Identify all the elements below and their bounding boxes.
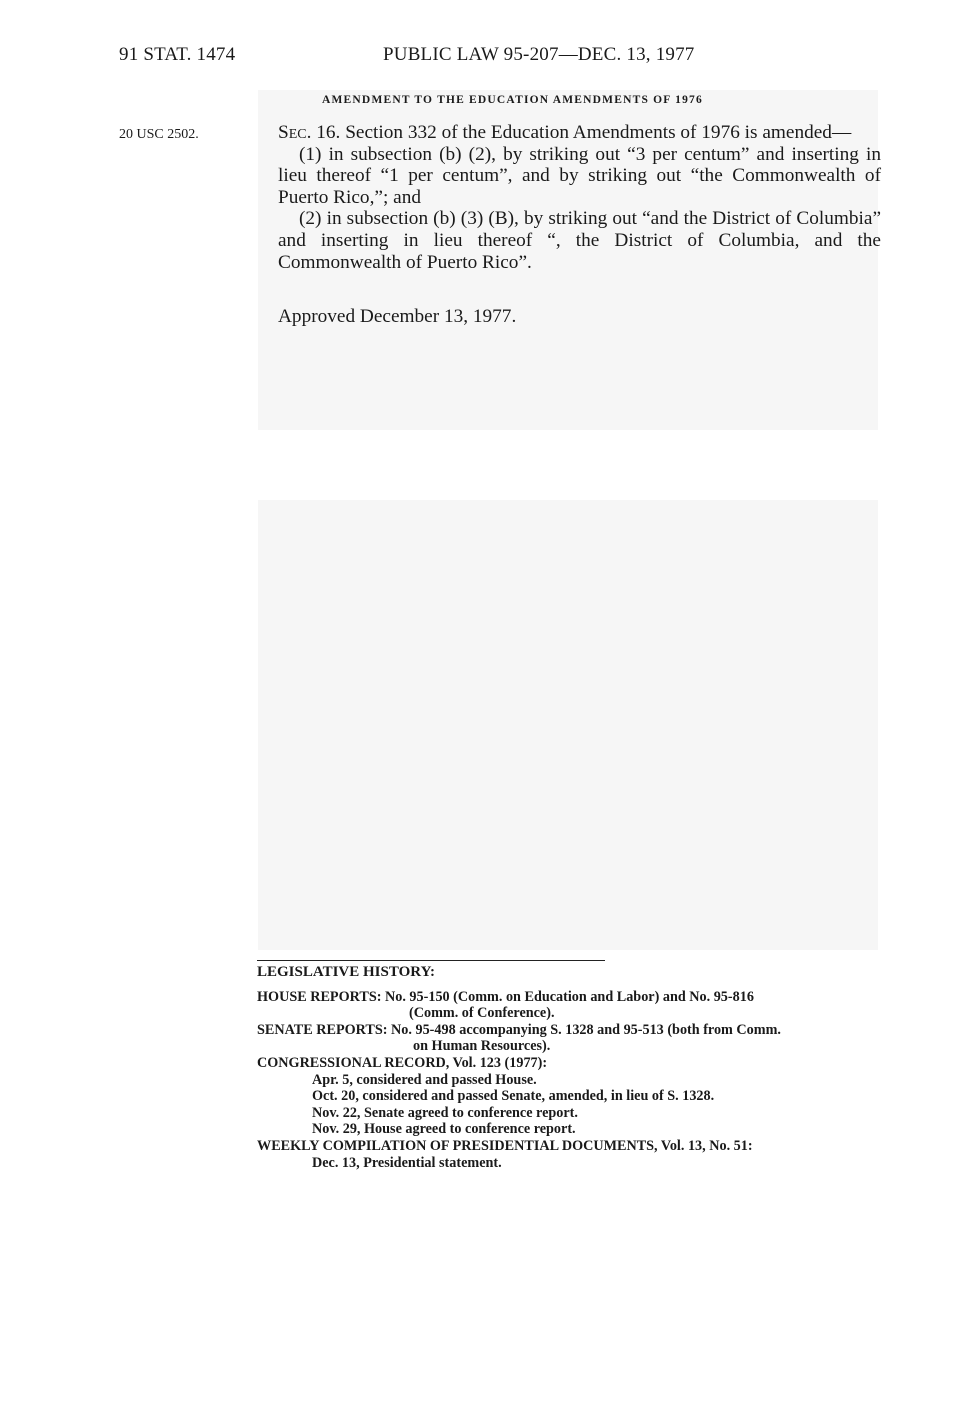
bleed-through-shadow <box>258 500 878 950</box>
weekly-compilation: WEEKLY COMPILATION OF PRESIDENTIAL DOCUMENTS, Vol. 13, No. 51: <box>257 1137 753 1154</box>
history-divider <box>257 960 605 961</box>
record-entry: Apr. 5, considered and passed House. <box>312 1071 537 1088</box>
amendment-item-2: (2) in subsection (b) (3) (B), by striking out “and the District of Columbia” and inserting in lieu thereof “, the District of Columbia, and the Commonwealth of Puerto Rico”. <box>278 208 881 273</box>
senate-reports: SENATE REPORTS: No. 95-498 accompanying S. 1328 and 95-513 (both from Comm. <box>257 1021 781 1038</box>
section-text: Section 332 of the Education Amendments of 1976 is amended— <box>345 122 852 143</box>
approval-date: Approved December 13, 1977. <box>278 306 517 327</box>
amendment-item-1: (1) in subsection (b) (2), by striking out “3 per centum” and inserting in lieu thereof “1 per centum”, and by striking out “the Commonwealth of Puerto Rico,”; and <box>278 143 881 208</box>
house-reports: HOUSE REPORTS: No. 95-150 (Comm. on Education and Labor) and No. 95-816 <box>257 988 754 1005</box>
record-entry: Nov. 29, House agreed to conference report. <box>312 1121 576 1138</box>
section-label: Sec. 16. <box>278 122 341 143</box>
congressional-record: CONGRESSIONAL RECORD, Vol. 123 (1977): <box>257 1054 548 1071</box>
house-reports-continued: (Comm. of Conference). <box>409 1005 555 1022</box>
senate-reports-continued: on Human Resources). <box>413 1038 551 1055</box>
record-entry: Nov. 22, Senate agreed to conference report. <box>312 1104 578 1121</box>
section-body <box>257 122 881 273</box>
running-head: PUBLIC LAW 95-207—DEC. 13, 1977 <box>383 44 695 65</box>
section-heading: AMENDMENT TO THE EDUCATION AMENDMENTS OF 1976 <box>322 94 703 106</box>
weekly-compilation-entry: Dec. 13, Presidential statement. <box>312 1154 502 1171</box>
margin-citation: 20 USC 2502. <box>119 127 199 142</box>
history-title: LEGISLATIVE HISTORY: <box>257 964 436 980</box>
legislative-history <box>257 964 882 1171</box>
stat-page-number: 91 STAT. 1474 <box>119 44 236 65</box>
record-entry: Oct. 20, considered and passed Senate, amended, in lieu of S. 1328. <box>312 1088 715 1105</box>
section-paragraph <box>257 122 881 144</box>
